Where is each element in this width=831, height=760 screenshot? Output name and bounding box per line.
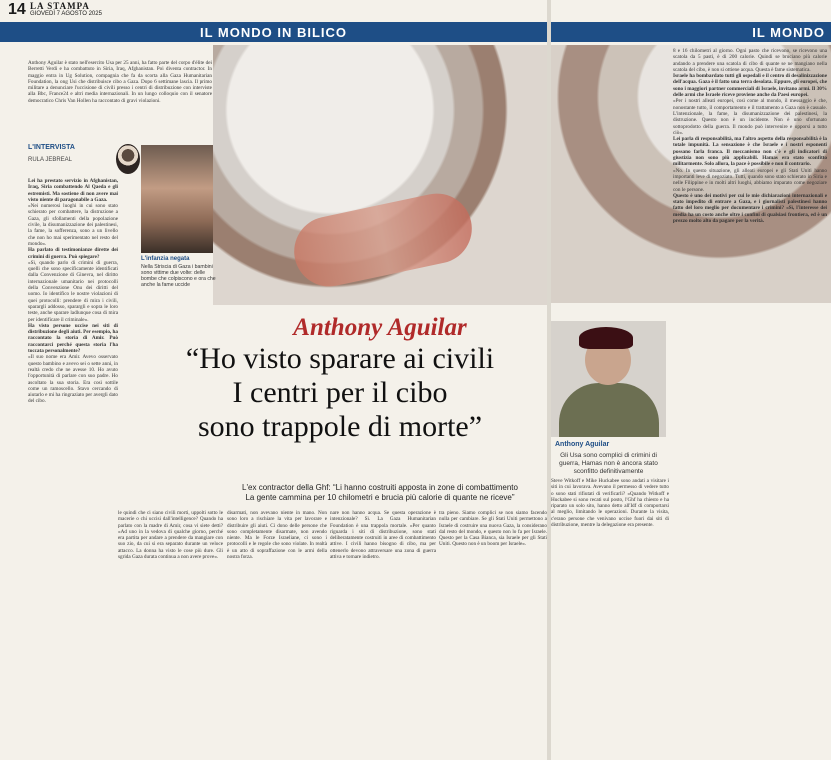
- child-photo: [141, 145, 213, 253]
- interview-tag: L'INTERVISTA: [28, 144, 75, 151]
- right-paragraph: Questo è uno dei motivi per cui le mie dichiarazioni internazionali e stato impedito di entrare a Gaza, e i giornalisti palestinesi hanno fatto del loro meglio per documentare i crimini? «Sì, l'interesse dei media ha un costo anche oltre i confini di qualsiasi frontiera, ed è un prezzo molto alto da pagare per la verità.: [673, 192, 827, 225]
- interview-answer: «Il suo nome era Amir. Avevo osservato questo bambino e avevo sei o sette anni, in realtà credo che ne avesse 10. Ho avuto l'opportunità di parlare con suo padre. Ho ascoltato la sua storia. Era così sottile come un ramoscello. Stavo cercando di aiutarlo e mi ha ringraziato per avergli dato del cibo.: [28, 354, 118, 405]
- interview-sidebar: [28, 144, 108, 172]
- page-number: 14: [8, 1, 26, 18]
- portrait-photo: [551, 321, 666, 437]
- interview-question: Lei ha prestato servizio in Afghanistan, Iraq, Siria combattendo Al Qaeda e gli estremisti. Ma sostiene di non avere mai visto niente di paragonabile a Gaza.: [28, 178, 118, 203]
- right-paragraph: Lei parla di responsabilità, ma l'altro aspetto della responsabilità è la totale impunità. La sensazione è che Israele e i nostri esponenti possano farla franca. Il meccanismo non c'è e gli indicatori di giustizia non sono più applicabili. Hamas era stato sconfitto militarmente. Solo allora, la pace è possibile e non il contrario.: [673, 136, 827, 168]
- headline-line: “Ho visto sparare ai civili: [185, 342, 495, 375]
- author-name: RULA JEBREAL: [28, 157, 73, 163]
- article-intro: Anthony Aguilar è stato nell'esercito Usa per 25 anni, ha fatto parte del corpo d'élite dei Berretti Verdi e ha combattuto in Siria, Iraq, Afghanistan. Poi diventa contractor. In maggio entra in Ug Solution, compagnia che fa da scorta alla Gaza Humanitarian Foundation, la ong Usi che distribuisce cibo a Gaza. Dopo 6 settimane lascia. Il primo militare a denunciare l'uccisione di civili presso i centri di distribuzione con interviste alla Bbc, France24 e altri media internazionali. In un lungo colloquio con il senatore democratico Chris Van Hollen ha raccontato di gravi violazioni.: [28, 60, 212, 104]
- photo-caption-title: L'infanzia negata: [141, 256, 190, 262]
- article-subtitle: [213, 483, 547, 503]
- section-banner-right: IL MONDO: [551, 22, 831, 42]
- headline-line: I centri per il cibo: [232, 376, 448, 409]
- author-avatar: [116, 144, 140, 174]
- photo-caption: [141, 256, 221, 288]
- article-kicker: Anthony Aguilar: [293, 314, 467, 341]
- body-column-4: tra pieno. Siamo complici se non siamo facendo nulla per cambiare. Se gli Stati Uniti permettono a Israele di costruire una nuova Gaza, la considerano dal resto del mondo, e questo non lo fa per Israele. Questo per la Casa Bianca, sia Israele per gli Stati Uniti. Questo non è un boom per Israele».: [439, 510, 547, 548]
- subtitle-line: L'ex contractor della Ghf: “Li hanno costruiti apposta in zone di combattimento: [242, 483, 518, 492]
- subtitle-line: La gente cammina per 10 chilometri e brucia più calorie di quante ne riceve”: [245, 493, 515, 502]
- body-column-3: nare non hanno acqua. Se questa operazione è intenzionale? Sì. La Gaza Humanitarian Foundation è una trappola mortale. «Per quanto riguarda i siti di distribuzione, sono stati deliberatamente costruiti in aree di combattimento attive. I civili hanno bisogno di cibo, ma per ottenerlo devono attraversare una zona di guerra attiva e tornare indietro.: [330, 510, 436, 561]
- right-column: [673, 48, 827, 755]
- headline-line: sono trappole di morte”: [197, 410, 483, 443]
- body-column-2: disarmati, non avevano niente in mano. Non sono loro a rischiare la vita per lavorare e distribuire gli aiuti. Ci dono delle persone che sono completamente disarmate, non avendo niente. Ma le Forze Israeliane, ci sono i protocolli e le regole che sono violate. In realtà è un atto di sopraffazione con le armi della nostra forza.: [227, 510, 327, 561]
- beret-shape: [579, 327, 633, 349]
- interview-left-column: [28, 178, 118, 753]
- interview-question: Ha visto persone uccise nei siti di distribuzione degli aiuti. Per esempio, ha raccontato la storia di Amir. Può raccontarci perché questa storia l'ha toccata personalmente?: [28, 322, 118, 355]
- right-paragraph: «No. In questo situazione, gli alleati europei e gli Stati Uniti hanno importanti leve di negoziato. Tutti, quando sono stato schierato in Siria e nelle Filippine e in molti altri luoghi, abbiamo imparato come negoziare con le persone.: [673, 167, 827, 193]
- newspaper-name: LA STAMPA: [30, 1, 90, 11]
- main-photo: [213, 45, 547, 305]
- portrait-caption: Gli Usa sono complici di crimini di guerra, Hamas non è ancora stato sconfitto definitivamente: [559, 452, 658, 475]
- right-paragraph: «Per i nostri alleati europei, così come al mondo, il messaggio è che, nonostante tutto, il comportamento e il trattamento a Gaza non è casuale. L'intenzionale, la fame, la disumanizzazione dei palestinesi, la distruzione. Questo non è un incidente. Non è uno sfortunato sottoprodotto della guerra. Il mondo può intervenire e opporsi a tutto ciò».: [673, 98, 827, 136]
- interview-answer: «Sì, quando parlo di crimini di guerra, quelli che sono specificamente identificati dalla Convenzione di Ginevra, nel diritto internazionale umanitario nei protocolli della Convenzione Onu dei diritti del uomo. Io identifico le nostre violazioni di quei protocolli: prendere di mira i civili, sparargli addosso, sparargli e sopra le loro teste, anche sparare ladlunque cosa di mira per identificare il criminale».: [28, 259, 118, 323]
- photo-caption-text: Nella Striscia di Gaza i bambini sono vittime due volte: delle bombe che colpiscono e ora che anche la fame uccide: [141, 264, 216, 288]
- interview-answer: «Nei numerosi luoghi in cui sono stato schierato per combattere, la distruzione a Gaza, gli sfollamenti della popolazione civile, la disumanizzazione dei palestinesi, la fame, la sofferenza, sono a un livello che non ho mai sperimentato nel resto del mondo».: [28, 203, 118, 247]
- masthead: [0, 0, 831, 20]
- body-column-1: le quindi che ci siano civili morti, uppolti sotto le macerie o chi uccisi dall'intelligence? Quando ha parlato con la madre di Amir, cosa vi siete detti? «Ad uno in la vedova di qualche giorno, perché era partita per andare a prendere da mangiare con suo zio, da cui si era separato durante un veloce attacco. La donna ha visto le cose più dure. Gli sgrida Gaza durata continua a non avere prove».: [118, 510, 223, 561]
- right-paragraph: Israele ha bombardato tutti gli ospedali e il centro di desalinizzazione dell'acqua. Gaza è il fatto una terra desolata. Eppure, gli europei, che sono i maggiori partner commerciali di Israele, invitano armi. Il 30% delle armi che Israele riceve proviene anche da Paesi europei.: [673, 73, 827, 99]
- headline: [130, 342, 550, 444]
- portrait-name: Anthony Aguilar: [555, 441, 610, 448]
- right-paragraph: 8 e 16 chilometri al giorno. Ogni pasto che ricevono, se ricevono una scatola da 5 pasti, è di 200 calorie. Quindi se bruciano più calorie andando a prendere una scatola di cibo di quante se ne mangiano nella scatola del cibo, è non si ottiene acqua. Questa è fame sistematica.: [673, 48, 827, 73]
- section-banner-left: IL MONDO IN BILICO: [0, 22, 547, 42]
- interview-question: Ha parlato di testimonianze dirette dei crimini di guerra. Può spiegare?: [28, 247, 118, 260]
- issue-date: GIOVEDÌ 7 AGOSTO 2025: [30, 11, 102, 17]
- uniform-shape: [559, 383, 659, 437]
- body-column-5: Steve Witkoff e Mike Huckabee sono andati a visitare i siti in cui lavorava. Avevano il permesso di vedere tutto o sono stati rifiutati di verificarli? «Quando Witkoff e Huckabee si sono recati sul posto, l'Ghf ha chiesto e ha riparato un solo sito, hanno detto all'Idf di comportarsi al meglio, limitando le operazioni. Durante la visita, c'erano persone che venivano uccise fuori dai siti di distribuzione, mentre la delegazione era presente.: [551, 478, 669, 529]
